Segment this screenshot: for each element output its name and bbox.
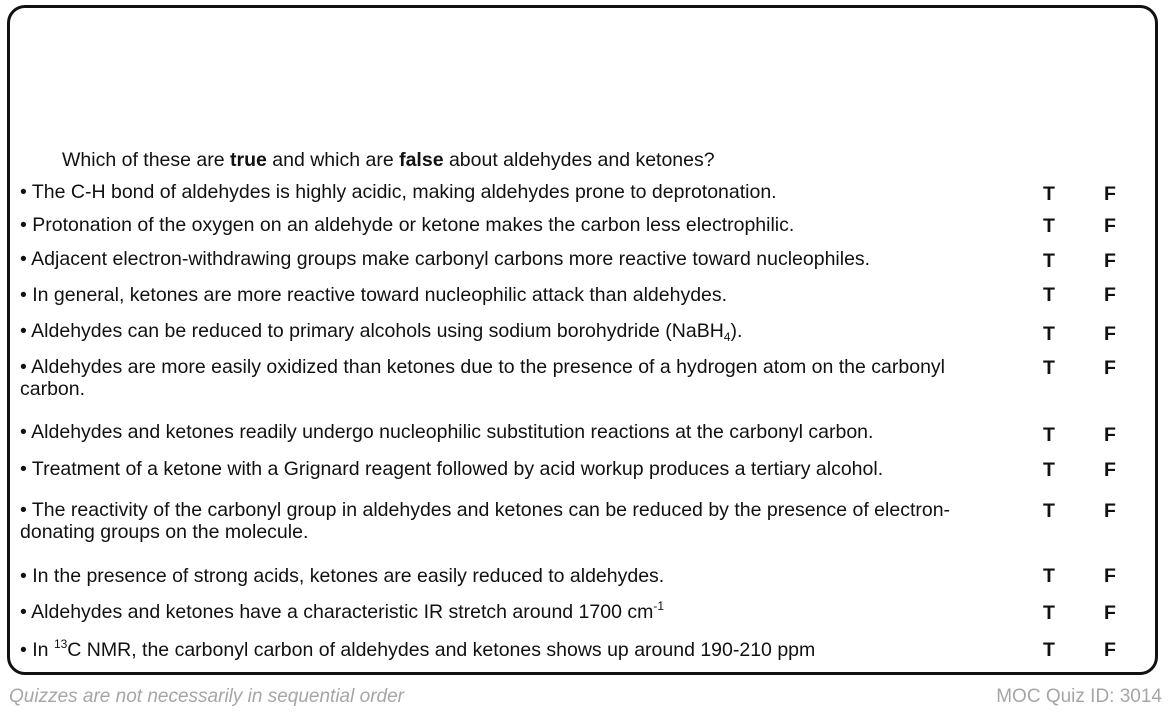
false-button-10[interactable]: F <box>1104 565 1116 587</box>
false-button-8[interactable]: F <box>1104 459 1116 481</box>
true-word: true <box>230 149 267 171</box>
true-button-5[interactable]: T <box>1043 323 1055 345</box>
true-button-10[interactable]: T <box>1043 565 1055 587</box>
true-button-8[interactable]: T <box>1043 459 1055 481</box>
true-button-12[interactable]: T <box>1043 639 1055 661</box>
true-button-7[interactable]: T <box>1043 424 1055 446</box>
statement-7: • Aldehydes and ketones readily undergo nucleophilic substitution reactions at the carbonyl carbon. <box>20 421 874 443</box>
false-button-3[interactable]: F <box>1104 250 1116 272</box>
statement-1: • The C-H bond of aldehydes is highly acidic, making aldehydes prone to deprotonation. <box>20 181 777 203</box>
false-button-5[interactable]: F <box>1104 323 1116 345</box>
true-button-1[interactable]: T <box>1043 183 1055 205</box>
false-word: false <box>399 149 444 171</box>
footer-note: Quizzes are not necessarily in sequential order <box>9 686 404 707</box>
true-button-9[interactable]: T <box>1043 500 1055 522</box>
true-button-2[interactable]: T <box>1043 215 1055 237</box>
true-button-11[interactable]: T <box>1043 602 1055 624</box>
statement-12: • In $^{13}$C NMR, the carbonyl carbon of aldehydes and ketones shows up around 190-210 ppm <box>20 637 816 661</box>
statement-8: • Treatment of a ketone with a Grignard reagent followed by acid workup produces a tertiary alcohol. <box>20 458 884 480</box>
false-button-9[interactable]: F <box>1104 500 1116 522</box>
quiz-id: MOC Quiz ID: 3014 <box>996 686 1162 707</box>
statement-4: • In general, ketones are more reactive toward nucleophilic attack than aldehydes. <box>20 284 728 306</box>
true-button-6[interactable]: T <box>1043 357 1055 379</box>
statement-10: • In the presence of strong acids, ketones are easily reduced to aldehydes. <box>20 565 665 587</box>
statement-9: • The reactivity of the carbonyl group in aldehydes and ketones can be reduced by the presence of electron-donating groups on the molecule. <box>20 499 951 543</box>
statement-2: • Protonation of the oxygen on an aldehyde or ketone makes the carbon less electrophilic. <box>20 214 795 236</box>
false-button-2[interactable]: F <box>1104 215 1116 237</box>
false-button-7[interactable]: F <box>1104 424 1116 446</box>
false-button-11[interactable]: F <box>1104 602 1116 624</box>
statement-5: • Aldehydes can be reduced to primary alcohols using sodium borohydride (NaBH$_4$). <box>20 320 743 344</box>
true-button-3[interactable]: T <box>1043 250 1055 272</box>
statement-3: • Adjacent electron-withdrawing groups make carbonyl carbons more reactive toward nucleophiles. <box>20 248 871 270</box>
question-prompt: Which of these are true and which are false about aldehydes and ketones? <box>62 149 715 171</box>
statement-11: • Aldehydes and ketones have a characteristic IR stretch around 1700 $cm^{-1}$ <box>20 599 665 623</box>
false-button-6[interactable]: F <box>1104 357 1116 379</box>
false-button-1[interactable]: F <box>1104 183 1116 205</box>
true-button-4[interactable]: T <box>1043 284 1055 306</box>
false-button-4[interactable]: F <box>1104 284 1116 306</box>
false-button-12[interactable]: F <box>1104 639 1116 661</box>
statement-6: • Aldehydes are more easily oxidized than ketones due to the presence of a hydrogen atom on the carbonyl carbon. <box>20 356 945 400</box>
